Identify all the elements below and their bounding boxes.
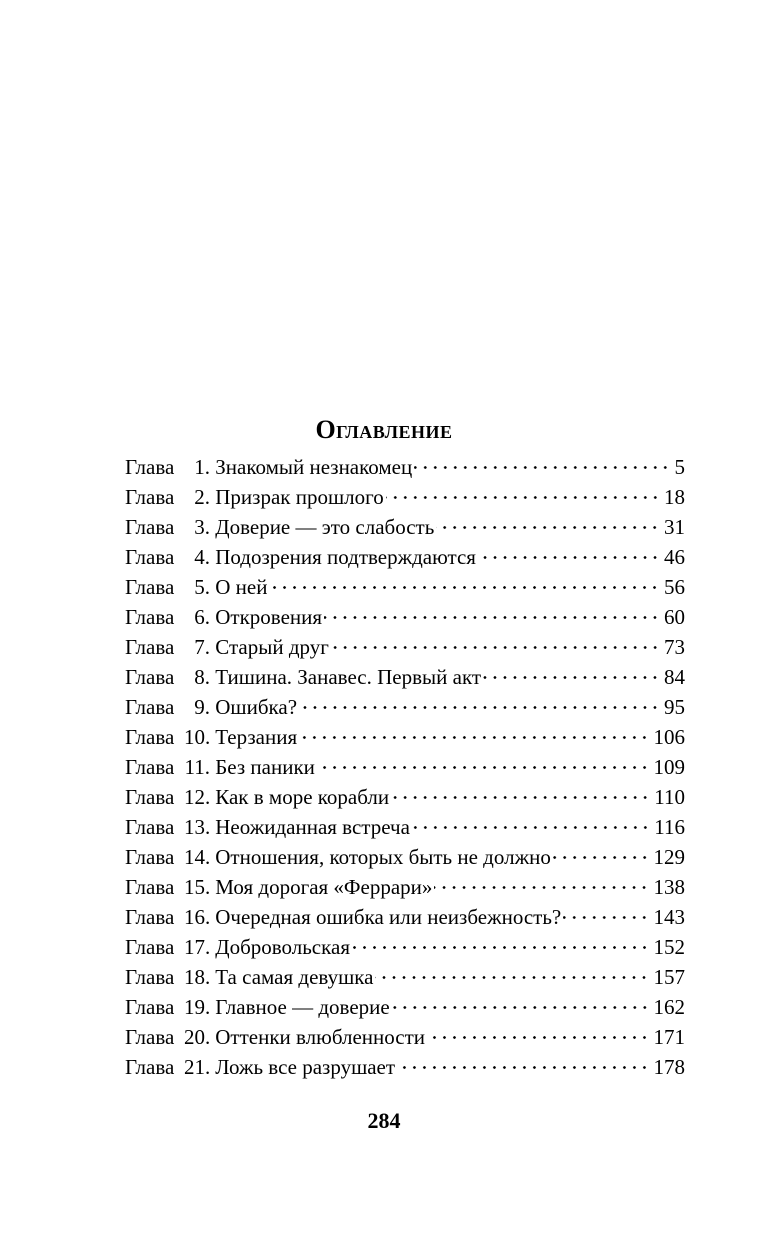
chapter-label: Глава	[125, 1055, 175, 1079]
chapter-number: 15.	[184, 875, 211, 899]
dot-leader	[386, 496, 660, 499]
chapter-page: 178	[653, 1055, 685, 1079]
dot-leader	[375, 976, 649, 979]
chapter-label: Глава	[125, 515, 175, 539]
chapter-label: Глава	[125, 875, 175, 899]
toc-entry[interactable]	[125, 842, 685, 872]
chapter-label: Глава	[125, 455, 175, 479]
chapter-number: 13.	[184, 815, 211, 839]
dot-leader	[317, 766, 650, 769]
chapter-page: 95	[664, 695, 685, 719]
chapter-title: Ложь все разрушает	[215, 1055, 396, 1079]
chapter-title: Оттенки влюбленности	[215, 1025, 426, 1049]
chapter-number: 18.	[184, 965, 211, 989]
toc-entry[interactable]	[125, 512, 685, 542]
chapter-label: Глава	[125, 605, 175, 629]
chapter-page: 116	[654, 815, 685, 839]
chapter-label: Глава	[125, 815, 175, 839]
chapter-title: Та самая девушка	[215, 965, 374, 989]
chapter-title: Главное — доверие	[215, 995, 390, 1019]
dot-leader	[299, 736, 649, 739]
dot-leader	[397, 1066, 649, 1069]
chapter-page: 152	[653, 935, 685, 959]
dot-leader	[563, 916, 649, 919]
chapter-label: Глава	[125, 1025, 175, 1049]
chapter-page: 162	[653, 995, 685, 1019]
chapter-page: 5	[674, 455, 685, 479]
toc-entry[interactable]	[125, 692, 685, 722]
chapter-label: Глава	[125, 995, 175, 1019]
chapter-number: 17.	[184, 935, 211, 959]
toc-entry[interactable]	[125, 782, 685, 812]
chapter-title: Старый друг	[215, 635, 329, 659]
toc-entry[interactable]	[125, 542, 685, 572]
chapter-number: 20.	[184, 1025, 211, 1049]
chapter-title: Как в море корабли	[215, 785, 390, 809]
toc-entry[interactable]	[125, 452, 685, 482]
dot-leader	[299, 706, 660, 709]
chapter-title: Добровольская	[215, 935, 350, 959]
chapter-number: 5.	[194, 575, 210, 599]
chapter-page: 84	[664, 665, 685, 689]
chapter-number: 8.	[194, 665, 210, 689]
chapter-title: Тишина. Занавес. Первый акт	[215, 665, 482, 689]
chapter-label: Глава	[125, 575, 175, 599]
page-title: Оглавление	[315, 415, 453, 444]
chapter-page: 31	[664, 515, 685, 539]
chapter-page: 73	[664, 635, 685, 659]
chapter-label: Глава	[125, 635, 175, 659]
chapter-number: 16.	[184, 905, 211, 929]
chapter-label: Глава	[125, 545, 175, 569]
dot-leader	[392, 1006, 650, 1009]
toc-entry[interactable]	[125, 992, 685, 1022]
chapter-number: 6.	[194, 605, 210, 629]
chapter-number: 3.	[194, 515, 210, 539]
toc-entry[interactable]	[125, 722, 685, 752]
chapter-number: 9.	[194, 695, 210, 719]
toc-entry[interactable]	[125, 662, 685, 692]
dot-leader	[434, 886, 649, 889]
dot-leader	[553, 856, 650, 859]
chapter-page: 56	[664, 575, 685, 599]
chapter-label: Глава	[125, 665, 175, 689]
chapter-label: Глава	[125, 935, 175, 959]
toc-entry[interactable]	[125, 872, 685, 902]
chapter-title: Доверие — это слабость	[215, 515, 435, 539]
chapter-number: 19.	[184, 995, 211, 1019]
chapter-page: 138	[653, 875, 685, 899]
chapter-number: 10.	[184, 725, 211, 749]
chapter-title: Призрак прошлого	[215, 485, 384, 509]
chapter-title: О ней	[215, 575, 268, 599]
dot-leader	[324, 616, 660, 619]
dot-leader	[269, 586, 660, 589]
chapter-title: Терзания	[215, 725, 298, 749]
dot-leader	[436, 526, 660, 529]
toc-entry[interactable]	[125, 1022, 685, 1052]
toc-entry[interactable]	[125, 482, 685, 512]
chapter-page: 110	[654, 785, 685, 809]
toc-entry[interactable]	[125, 812, 685, 842]
chapter-label: Глава	[125, 785, 175, 809]
dot-leader	[331, 646, 660, 649]
chapter-number: 11.	[184, 755, 210, 779]
chapter-page: 171	[653, 1025, 685, 1049]
page-number: 284	[367, 1108, 401, 1133]
chapter-page: 46	[664, 545, 685, 569]
dot-leader	[412, 826, 650, 829]
chapter-title: Очередная ошибка или неизбежность?	[215, 905, 562, 929]
toc-entry[interactable]	[125, 902, 685, 932]
toc-entry[interactable]	[125, 632, 685, 662]
chapter-page: 60	[664, 605, 685, 629]
chapter-number: 21.	[184, 1055, 211, 1079]
chapter-label: Глава	[125, 755, 175, 779]
chapter-title: Ошибка?	[215, 695, 298, 719]
chapter-title: Знакомый незнакомец	[215, 455, 413, 479]
toc-entry[interactable]	[125, 602, 685, 632]
chapter-number: 1.	[194, 455, 210, 479]
dot-leader	[427, 1036, 649, 1039]
toc-entry[interactable]	[125, 1052, 685, 1082]
chapter-title: Подозрения подтверждаются	[215, 545, 476, 569]
chapter-label: Глава	[125, 905, 175, 929]
dot-leader	[391, 796, 650, 799]
chapter-label: Глава	[125, 965, 175, 989]
toc-entry[interactable]	[125, 752, 685, 782]
chapter-number: 14.	[184, 845, 211, 869]
table-of-contents	[125, 452, 685, 1082]
chapter-title: Без паники	[215, 755, 315, 779]
chapter-label: Глава	[125, 695, 175, 719]
chapter-page: 129	[653, 845, 685, 869]
dot-leader	[483, 676, 660, 679]
chapter-label: Глава	[125, 485, 175, 509]
chapter-label: Глава	[125, 845, 175, 869]
toc-entry[interactable]	[125, 572, 685, 602]
dot-leader	[414, 466, 670, 469]
chapter-title: Отношения, которых быть не должно	[215, 845, 551, 869]
chapter-page: 109	[653, 755, 685, 779]
chapter-number: 12.	[184, 785, 211, 809]
dot-leader	[478, 556, 660, 559]
chapter-page: 18	[664, 485, 685, 509]
dot-leader	[352, 946, 650, 949]
chapter-number: 2.	[194, 485, 210, 509]
chapter-number: 4.	[194, 545, 210, 569]
chapter-number: 7.	[194, 635, 210, 659]
toc-entry[interactable]	[125, 962, 685, 992]
chapter-title: Откровения	[215, 605, 323, 629]
chapter-page: 157	[653, 965, 685, 989]
chapter-title: Неожиданная встреча	[215, 815, 410, 839]
chapter-page: 106	[653, 725, 685, 749]
chapter-page: 143	[653, 905, 685, 929]
toc-entry[interactable]	[125, 932, 685, 962]
chapter-label: Глава	[125, 725, 175, 749]
chapter-title: Моя дорогая «Феррари»	[215, 875, 433, 899]
